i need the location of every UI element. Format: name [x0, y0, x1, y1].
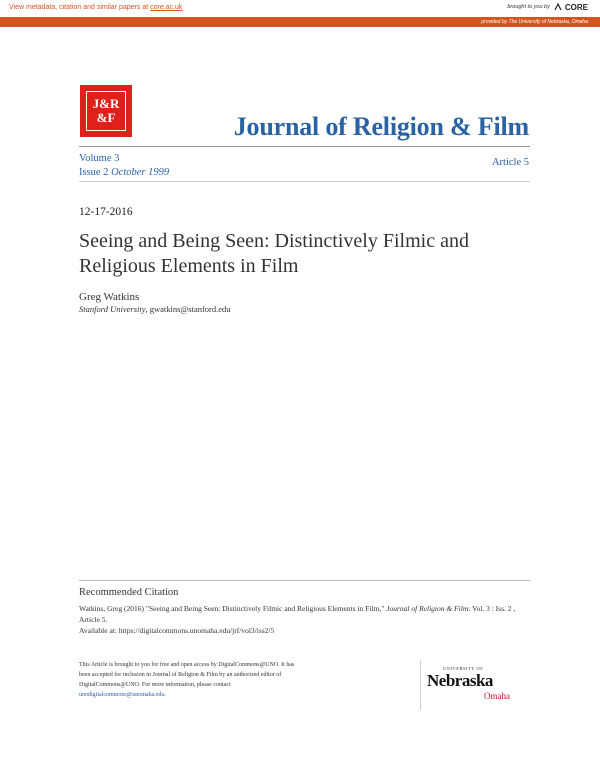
- header-rule: [79, 146, 530, 147]
- affiliation-name: Stanford University: [79, 304, 146, 314]
- journal-title[interactable]: Journal of Religion & Film: [233, 112, 529, 141]
- issue-date: October 1999: [111, 167, 170, 178]
- author-affiliation: [79, 304, 231, 314]
- provided-by-text: provided by The University of Nebraska, Omaha: [481, 19, 588, 25]
- core-logo-text: CORE: [564, 2, 588, 12]
- article-number[interactable]: Article 5: [491, 157, 529, 168]
- volume-issue: [79, 152, 169, 180]
- citation-text: [79, 603, 534, 636]
- citation-rule: [79, 580, 530, 581]
- article-title: Seeing and Being Seen: Distinctively Filmic and Religious Elements in Film: [79, 230, 469, 277]
- unl-logo-nebraska: Nebraska: [427, 671, 493, 690]
- logo-line-1: J&R: [92, 96, 120, 111]
- unl-logo-small: UNIVERSITY OF: [443, 666, 484, 671]
- publication-date: 12-17-2016: [79, 206, 133, 218]
- unl-logo-omaha: Omaha: [484, 691, 510, 701]
- brought-by-text: brought to you by: [507, 4, 550, 10]
- core-icon: [553, 2, 563, 12]
- sub-header-rule: [79, 181, 530, 182]
- recommended-citation-heading: Recommended Citation: [79, 587, 179, 598]
- volume-link[interactable]: Volume 3: [79, 153, 120, 164]
- notice-end: .: [164, 692, 166, 698]
- citation-part-1: Watkins, Greg (2016) "Seeing and Being Seen: Distinctively Filmic and Religious Elements in Film,": [79, 604, 387, 613]
- core-metadata-text: View metadata, citation and similar papers at: [9, 4, 151, 11]
- unl-logo: [420, 660, 520, 710]
- notice-text: This Article is brought to you for free and open access by DigitalCommons@UNO. It has been accepted for inclusion in Journal of Religion & Film by an authorized editor of DigitalCommons@UNO. For more information, please contact: [79, 662, 295, 688]
- issue-label: Issue 2: [79, 167, 109, 178]
- author-name: Greg Watkins: [79, 291, 140, 303]
- journal-logo-mark: [86, 91, 126, 131]
- core-logo: [553, 2, 588, 12]
- provided-by-bar: [0, 17, 600, 27]
- author-email[interactable]: , gwatkins@stanford.edu: [145, 304, 231, 314]
- citation-journal: Journal of Religion & Film: [386, 604, 469, 613]
- citation-part-2: : Vol. 3 : Iss. 2 , Article 5.: [79, 604, 516, 624]
- core-metadata-link[interactable]: [9, 4, 182, 11]
- citation-available[interactable]: Available at: https://digitalcommons.unomaha.edu/jrf/vol3/iss2/5: [79, 626, 275, 635]
- brought-by: [507, 2, 588, 12]
- logo-line-2: &F: [96, 110, 116, 125]
- journal-logo: [80, 85, 132, 137]
- core-banner: [0, 0, 600, 17]
- access-notice: [79, 660, 304, 700]
- core-link[interactable]: core.ac.uk: [150, 4, 183, 11]
- issue-link[interactable]: [79, 166, 169, 180]
- contact-email-link[interactable]: unodigitalcommons@unomaha.edu: [79, 692, 165, 698]
